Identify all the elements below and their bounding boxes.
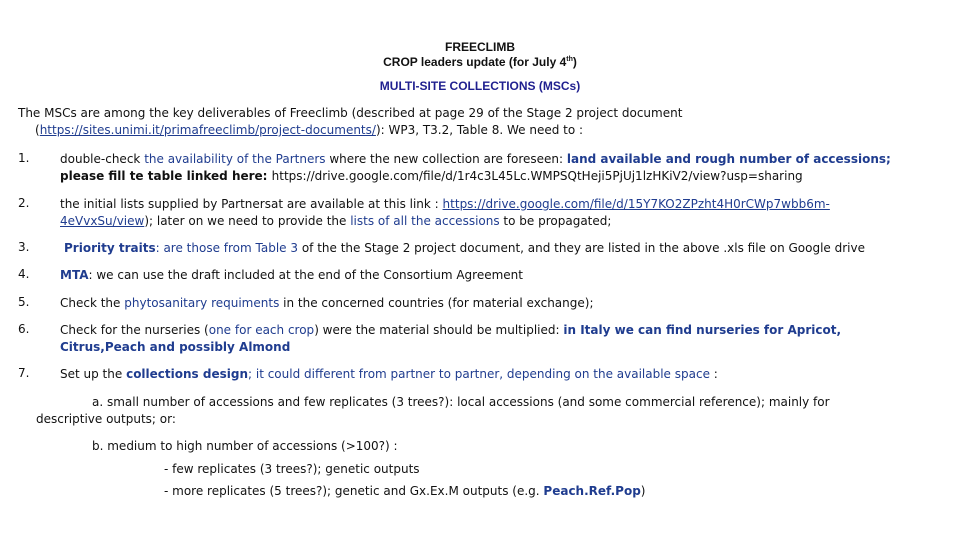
item-highlight-bold: MTA	[60, 268, 89, 282]
item-text: in the concerned countries (for material exchange);	[279, 296, 594, 310]
item-number: 1.	[18, 151, 30, 165]
item-text: where the new collection are foreseen:	[325, 152, 567, 166]
item-highlight: one for each crop	[208, 323, 315, 337]
option-b-line-3	[164, 483, 645, 499]
section-heading: MULTI-SITE COLLECTIONS (MSCs)	[379, 79, 581, 93]
option-b-line-2: - few replicates (3 trees?); genetic outputs	[164, 462, 420, 476]
subtitle-sup: th	[566, 56, 573, 63]
item-highlight: : are those from	[155, 241, 256, 255]
list-item-availability	[60, 151, 891, 185]
intro-line-1: The MSCs are among the key deliverables of Freeclimb (described at page 29 of the Stage 2 project document	[18, 106, 683, 120]
item-text-bold: please fill te table linked here:	[60, 169, 272, 183]
item-highlight: phytosanitary requiments	[124, 296, 280, 310]
subtitle-text: CROP leaders update (for July 4	[383, 55, 567, 69]
item-text: of the the Stage 2 project document, and they are listed in the above .xls file on Google drive	[298, 241, 865, 255]
item-highlight: lists of all the accessions	[350, 214, 500, 228]
option-b-end: )	[640, 484, 646, 498]
item-number: 4.	[18, 267, 30, 281]
item-text: double-check	[60, 152, 145, 166]
initial-lists-link[interactable]: https://drive.google.com/file/d/15Y7KO2ZPzht4H0rCWp7wbb6m-	[442, 197, 830, 211]
sharing-url: https://drive.google.com/file/d/1r4c3L45Lc.WMPSQtHeji5PjUj1lzHKiV2/view?usp=sharing	[271, 169, 803, 183]
item-text: Check the	[60, 296, 125, 310]
item-number: 3.	[18, 240, 30, 254]
item-highlight-bold: in Italy we can find nurseries for Apricot,	[563, 323, 842, 337]
item-highlight-bold: land available and rough number of accessions;	[566, 152, 891, 166]
item-highlight: the availability of the Partners	[144, 152, 326, 166]
item-number: 7.	[18, 366, 30, 380]
item-highlight-bold: collections design	[126, 367, 248, 381]
option-b-line-1: b. medium to high number of accessions (>100?) :	[92, 439, 398, 453]
peach-ref-pop: Peach.Ref.Pop	[543, 484, 641, 498]
page-title: FREECLIMB	[445, 40, 515, 54]
project-documents-link[interactable]: https://sites.unimi.it/primafreeclimb/project-documents/	[39, 123, 376, 137]
item-text: ) were the material should be multiplied:	[314, 323, 564, 337]
list-item-phytosanitary	[60, 295, 594, 312]
item-text: ); later on we need to provide the	[144, 214, 351, 228]
item-highlight-bold: Citrus,Peach and possibly Almond	[60, 340, 291, 354]
option-a-line-1: a. small number of accessions and few replicates (3 trees?): local accessions (and some commercial reference); mainly for	[92, 395, 830, 409]
item-highlight: Table 3	[255, 241, 298, 255]
item-text: : we can use the draft included at the end of the Consortium Agreement	[88, 268, 523, 282]
subtitle-end: )	[572, 55, 577, 69]
option-b-text: - more replicates (5 trees?); genetic and Gx.Ex.M outputs (e.g.	[164, 484, 544, 498]
item-text: Set up the	[60, 367, 127, 381]
intro-line-2-rest: ): WP3, T3.2, Table 8. We need to :	[375, 123, 584, 137]
item-text: :	[709, 367, 718, 381]
list-item-collections-design	[60, 366, 718, 383]
list-item-priority-traits	[64, 240, 865, 257]
item-number: 5.	[18, 295, 30, 309]
item-text: the initial lists supplied by Partnersat are available at this link :	[60, 197, 443, 211]
item-highlight: ; it could different from partner to partner, depending on the available space	[248, 367, 710, 381]
list-item-initial-lists	[60, 196, 830, 230]
item-highlight-bold: Priority traits	[64, 241, 156, 255]
intro-line-2	[35, 122, 583, 138]
item-number: 2.	[18, 196, 30, 210]
intro-paren-open: (	[35, 123, 40, 137]
item-text: Check for the nurseries (	[60, 323, 209, 337]
initial-lists-link-cont[interactable]: 4eVvxSu/view	[60, 214, 145, 228]
list-item-mta	[60, 267, 523, 284]
item-text: to be propagated;	[499, 214, 612, 228]
list-item-nurseries	[60, 322, 841, 356]
page-subtitle	[0, 55, 960, 69]
option-a-line-2: descriptive outputs; or:	[36, 412, 176, 426]
item-number: 6.	[18, 322, 30, 336]
